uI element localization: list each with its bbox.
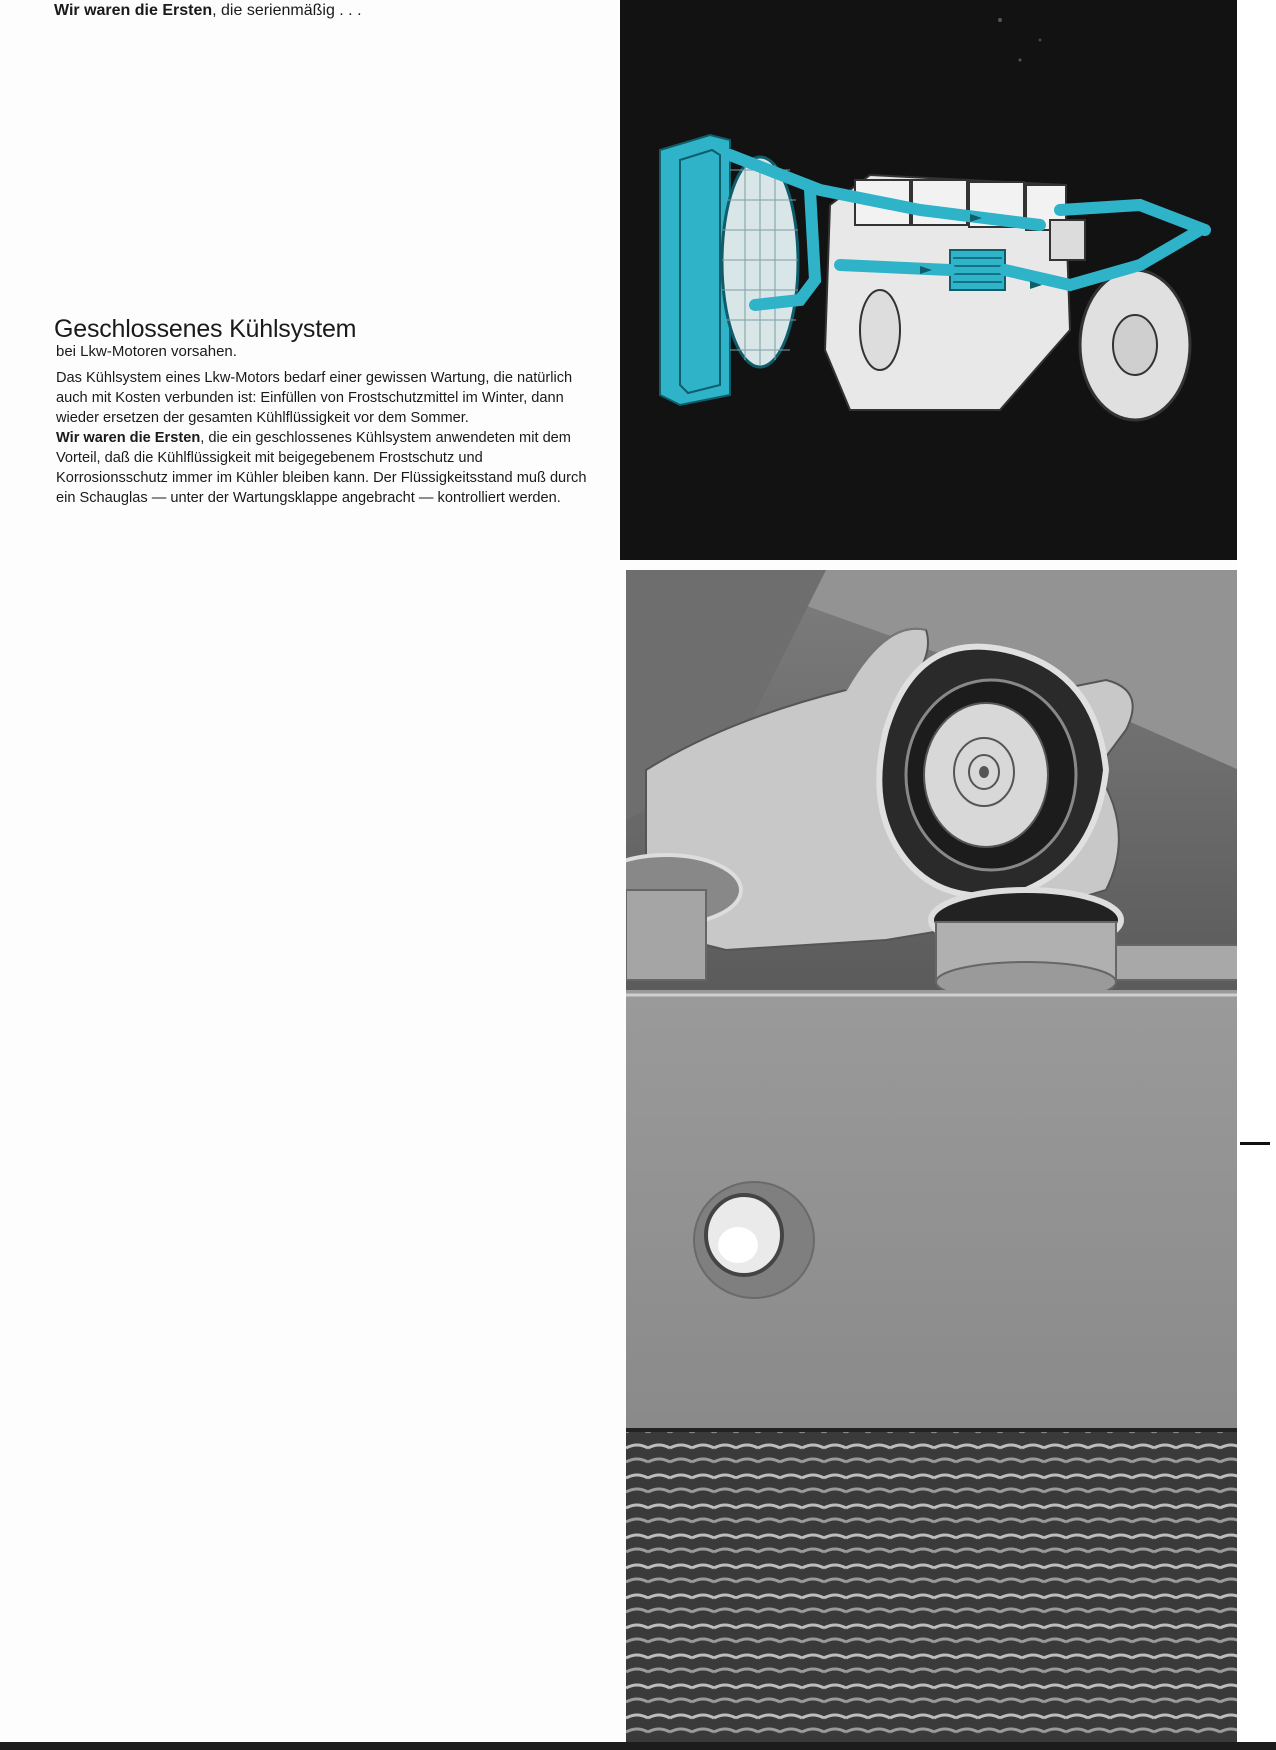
header-rest: , die serienmäßig . . . [212,2,362,19]
article-heading: Geschlossenes Kühlsystem [54,315,357,343]
page-header [54,2,362,20]
sight-glass-shape [694,1182,814,1298]
article-subheading: bei Lkw-Motoren vorsahen. [56,343,237,360]
header-bold: Wir waren die Ersten [54,2,213,19]
paragraph-2-rest: , die ein geschlossenes Kühlsystem anwendeten mit dem Vorteil, daß die Kühlflüssigkeit mit beigegebenem Frostschutz und Korrosionsschutz immer im Kühler bleiben kann. Der Flüssigkeitsstand muß durch ein Schauglas — unter der Wartungsklappe angebracht — kontrolliert werden. [56,430,587,506]
engine-diagram-svg [620,0,1237,560]
page-bottom-edge [0,1742,1276,1750]
article [54,314,594,508]
radiator-cap-shape [879,647,1106,896]
radiator-fins-shape [626,1430,1239,1750]
page-edge-mark [1240,1142,1270,1145]
article-paragraph-1: Das Kühlsystem eines Lkw-Motors bedarf einer gewissen Wartung, die natürlich auch mit Kosten verbunden ist: Einfüllen von Frostschutzmittel im Winter, dann wieder ersetzen der gesamten Kühlflüssigkeit vor dem Sommer. [56,370,573,426]
article-paragraph-2 [56,428,594,508]
engine-cooling-illustration [620,0,1237,560]
photo-svg [626,570,1239,1750]
page-right-margin [1237,0,1276,1750]
paragraph-2-bold: Wir waren die Ersten [56,430,201,446]
radiator-cap-photo [626,570,1239,1750]
